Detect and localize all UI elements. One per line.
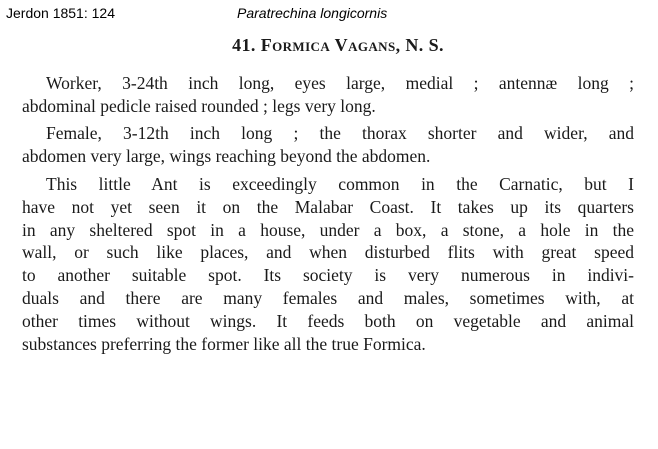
text-line: wall, or such like places, and when disturbed flits with great speed (22, 242, 634, 263)
text-line: duals and there are many females and males, sometimes with, at (22, 287, 634, 308)
text-line: to another suitable spot. Its society is very numerous in indivi- (22, 265, 634, 286)
heading-number: 41. (232, 35, 256, 55)
heading-name: Formica Vagans, (260, 35, 401, 55)
text-line: Female, 3-12th inch long ; the thorax shorter and wider, and (46, 123, 634, 144)
text-line: other times without wings. It feeds both on vegetable and animal (22, 310, 634, 331)
text-line: Worker, 3-24th inch long, eyes large, medial ; antennæ long ; (46, 72, 634, 93)
text-line: abdominal pedicle raised rounded ; legs very long. (22, 95, 376, 116)
text-line: in any sheltered spot in a house, under a box, a stone, a hole in the (22, 219, 634, 240)
text-line: substances preferring the former like all the true Formica. (22, 333, 426, 354)
species-name: Paratrechina longicornis (237, 5, 388, 21)
species-heading (22, 34, 634, 57)
document-page (22, 34, 634, 355)
paragraph-description (22, 173, 634, 355)
heading-abbr: N. S. (405, 35, 444, 55)
text-line: This little Ant is exceedingly common in the Carnatic, but I (46, 173, 634, 194)
paragraph-female (22, 122, 634, 168)
citation-reference: Jerdon 1851: 124 (6, 5, 115, 21)
text-line: abdomen very large, wings reaching beyond the abdomen. (22, 146, 431, 167)
text-line: have not yet seen it on the Malabar Coast. It takes up its quarters (22, 196, 634, 217)
paragraph-worker (22, 72, 634, 118)
